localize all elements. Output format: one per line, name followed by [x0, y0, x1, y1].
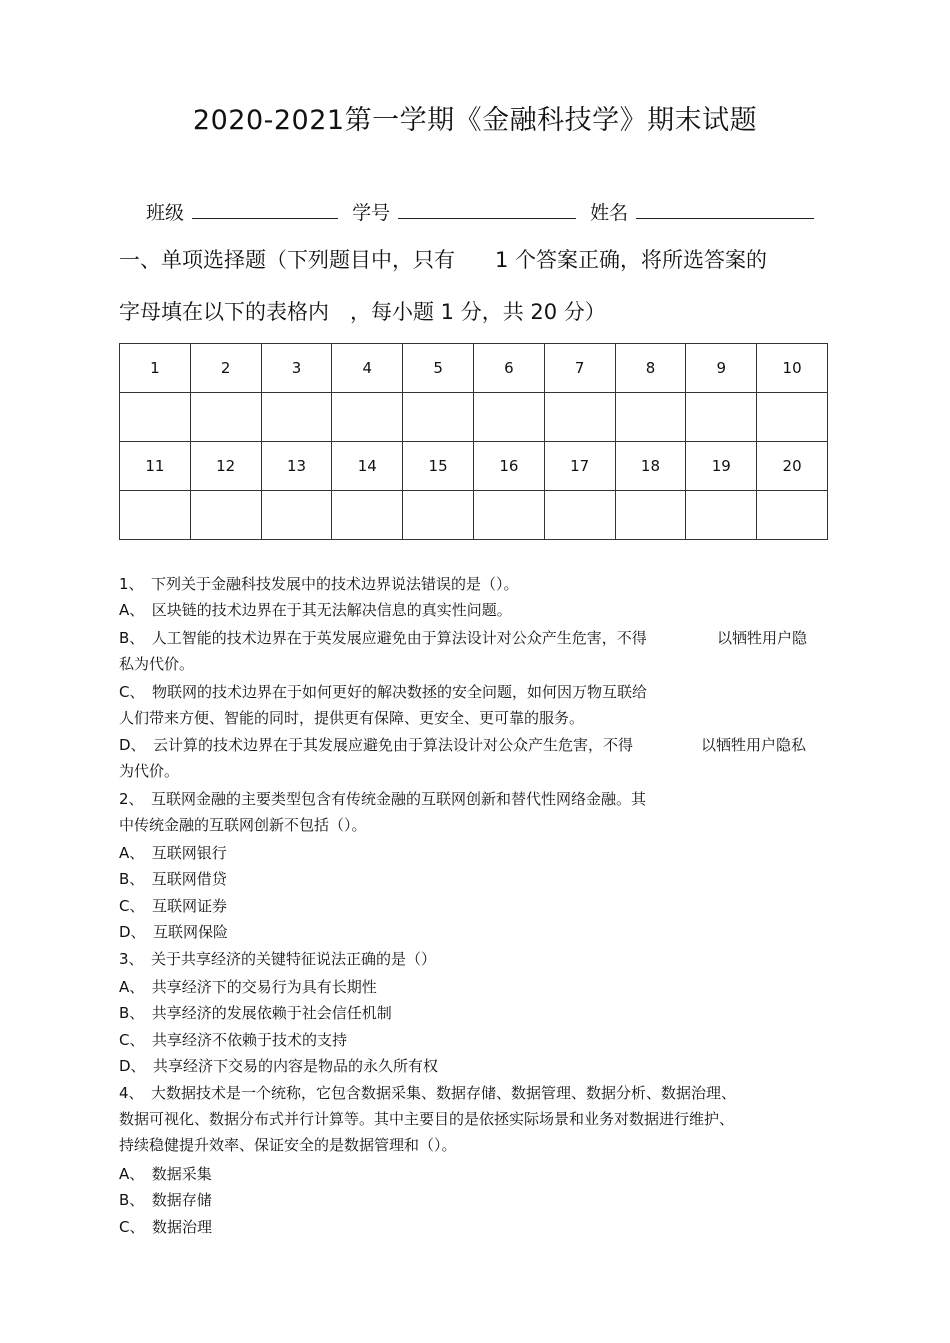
answer-cell[interactable]: [473, 393, 544, 442]
option-text-cont: 以牺牲用户隐: [717, 629, 808, 647]
answer-cell[interactable]: [120, 491, 191, 540]
answer-number: 9: [686, 344, 757, 393]
answer-blank-row: [120, 393, 828, 442]
answer-number: 17: [544, 442, 615, 491]
option-a: A、 共享经济下的交易行为具有长期性: [119, 978, 377, 996]
answer-cell[interactable]: [190, 491, 261, 540]
student-id-blank[interactable]: [398, 202, 576, 219]
answer-number: 11: [120, 442, 191, 491]
section-heading-line1: [119, 244, 767, 274]
answer-number: 14: [332, 442, 403, 491]
answer-number: 13: [261, 442, 332, 491]
answer-number: 18: [615, 442, 686, 491]
question-stem: 3、 关于共享经济的关键特征说法正确的是（）: [119, 950, 437, 968]
answer-number-row: [120, 442, 828, 491]
option-text: B、 人工智能的技术边界在于英发展应避免由于算法设计对公众产生危害，不得: [119, 629, 647, 647]
answer-table: [119, 343, 828, 540]
question-stem: 1、 下列关于金融科技发展中的技术边界说法错误的是（）。: [119, 575, 519, 593]
option-a: A、 数据采集: [119, 1165, 212, 1183]
answer-number: 8: [615, 344, 686, 393]
answer-cell[interactable]: [190, 393, 261, 442]
option-d: [119, 735, 809, 755]
section-heading-line2: 字母填在以下的表格内 ，每小题 1 分，共 20 分）: [119, 300, 606, 324]
question-stem-cont: 中传统金融的互联网创新不包括（）。: [119, 816, 367, 834]
answer-cell[interactable]: [473, 491, 544, 540]
answer-number: 10: [757, 344, 828, 393]
answer-number: 6: [473, 344, 544, 393]
name-label: 姓名: [590, 202, 629, 224]
option-c: C、 互联网证券: [119, 897, 227, 915]
answer-number: 16: [473, 442, 544, 491]
answer-number: 5: [403, 344, 474, 393]
option-c: C、 物联网的技术边界在于如何更好的解决数拯的安全问题，如何因万物互联给: [119, 683, 647, 701]
answer-number: 1: [120, 344, 191, 393]
answer-number: 19: [686, 442, 757, 491]
option-d: D、 互联网保险: [119, 923, 229, 941]
answer-cell[interactable]: [544, 393, 615, 442]
page-title: 2020-2021第一学期《金融科技学》期末试题: [192, 105, 758, 136]
option-b: B、 互联网借贷: [119, 870, 227, 888]
question-stem: 4、 大数据技术是一个统称，它包含数据采集、数据存储、数据管理、数据分析、数据治理、: [119, 1084, 737, 1102]
answer-blank-row: [120, 491, 828, 540]
option-text: D、 云计算的技术边界在于其发展应避免由于算法设计对公众产生危害，不得: [119, 736, 634, 754]
answer-cell[interactable]: [686, 393, 757, 442]
option-b-cont: 私为代价。: [119, 655, 195, 673]
option-b: [119, 628, 809, 648]
option-d-cont: 为代价。: [119, 762, 180, 780]
answer-cell[interactable]: [615, 393, 686, 442]
section-heading-text-cont: 1 个答案正确，将所选答案的: [495, 248, 768, 272]
answer-cell[interactable]: [403, 491, 474, 540]
answer-number: 7: [544, 344, 615, 393]
section-heading-text: 一、单项选择题（下列题目中，只有: [119, 248, 455, 272]
answer-number-row: [120, 344, 828, 393]
answer-cell[interactable]: [403, 393, 474, 442]
option-a: A、 区块链的技术边界在于其无法解决信息的真实性问题。: [119, 601, 512, 619]
name-blank[interactable]: [636, 202, 814, 219]
question-stem-cont: 持续稳健提升效率、保证安全的是数据管理和（）。: [119, 1136, 457, 1154]
answer-cell[interactable]: [544, 491, 615, 540]
option-text-cont: 以牺牲用户隐私: [701, 736, 807, 754]
option-d: D、 共享经济下交易的内容是物品的永久所有权: [119, 1057, 439, 1075]
answer-number: 20: [757, 442, 828, 491]
answer-number: 2: [190, 344, 261, 393]
answer-number: 3: [261, 344, 332, 393]
student-info-line: [146, 198, 822, 225]
answer-cell[interactable]: [261, 393, 332, 442]
option-c: C、 数据治理: [119, 1218, 212, 1236]
answer-number: 12: [190, 442, 261, 491]
answer-cell[interactable]: [686, 491, 757, 540]
option-c: C、 共享经济不依赖于技术的支持: [119, 1031, 347, 1049]
student-id-label: 学号: [352, 202, 391, 224]
answer-cell[interactable]: [332, 491, 403, 540]
question-stem: 2、 互联网金融的主要类型包含有传统金融的互联网创新和替代性网络金融。其: [119, 790, 647, 808]
option-b: B、 共享经济的发展依赖于社会信任机制: [119, 1004, 392, 1022]
answer-cell[interactable]: [757, 491, 828, 540]
answer-cell[interactable]: [757, 393, 828, 442]
option-a: A、 互联网银行: [119, 844, 227, 862]
answer-number: 4: [332, 344, 403, 393]
question-stem-cont: 数据可视化、数据分布式并行计算等。其中主要目的是依拯实际场景和业务对数据进行维护、: [119, 1110, 735, 1128]
option-c-cont: 人们带来方便、智能的同时，提供更有保障、更安全、更可靠的服务。: [119, 709, 585, 727]
answer-number: 15: [403, 442, 474, 491]
class-label: 班级: [146, 202, 185, 224]
answer-cell[interactable]: [332, 393, 403, 442]
class-blank[interactable]: [192, 202, 338, 219]
answer-cell[interactable]: [261, 491, 332, 540]
option-b: B、 数据存储: [119, 1191, 212, 1209]
answer-cell[interactable]: [615, 491, 686, 540]
answer-cell[interactable]: [120, 393, 191, 442]
